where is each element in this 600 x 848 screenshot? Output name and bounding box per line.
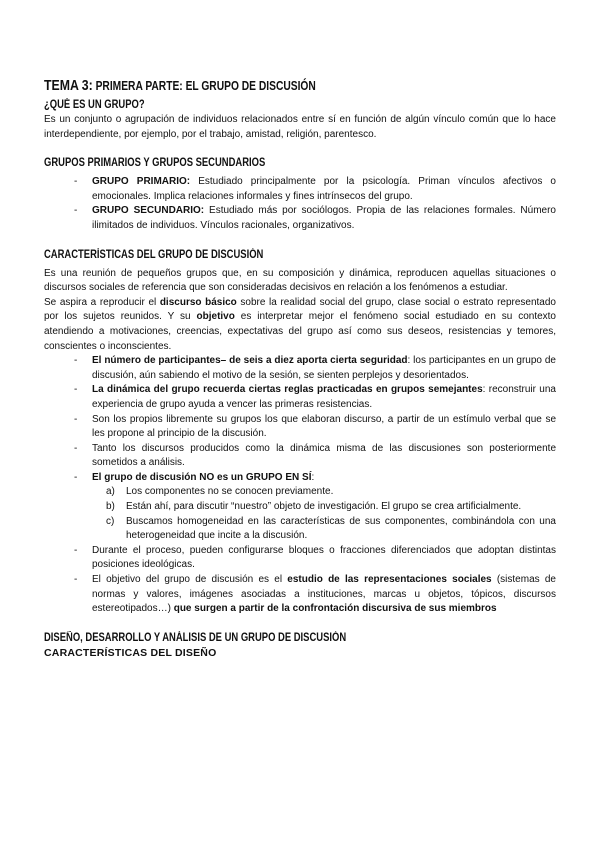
- bullet-propios: - Son los propios libremente su grupos los que elaboran discurso, a partir de un estímulo verbal que se les propone al principio de la discusión.: [44, 413, 556, 442]
- bullet-objetivo-d: que surgen a partir de la confrontación discursiva de sus miembros: [173, 603, 497, 615]
- diseno-subheading: CARACTERÍSTICAS DEL DISEÑO: [44, 646, 217, 659]
- sub-item-b: [92, 500, 556, 515]
- bullet-participantes: [44, 354, 556, 383]
- bullet-objetivo-b: estudio de las representaciones sociales: [287, 574, 492, 586]
- p2-discurso-basico: discurso básico: [159, 296, 237, 308]
- title-tema: TEMA 3: [44, 77, 89, 94]
- que-es-heading: ¿QUÉ ES UN GRUPO?: [44, 99, 145, 111]
- grupos-heading: GRUPOS PRIMARIOS Y GRUPOS SECUNDARIOS: [44, 157, 266, 170]
- bullet-dinamica-text: : reconstruir una experiencia de grupo ayuda a vencer las primeras resistencias.: [92, 384, 556, 410]
- grupo-primario-text: Estudiado principalmente por la psicología. Priman vínculos afectivos o emocionales. Implica relaciones informales y fines intrínsecos del grupo.: [92, 176, 556, 202]
- bullet-no-grupo-colon: :: [311, 471, 315, 483]
- sub-item-a: [92, 485, 556, 500]
- sub-mark-b: b): [106, 501, 115, 513]
- grupo-primario-item: [44, 175, 556, 204]
- grupo-primario-term: GRUPO PRIMARIO:: [92, 176, 191, 188]
- page-title: [44, 78, 464, 94]
- no-grupo-sublist: [92, 485, 556, 543]
- bullet-no-grupo: [44, 471, 556, 544]
- grupo-secundario-text: Estudiado más por sociólogos. Propia de las relaciones formales. Número ilimitados de individuos. Vínculos racionales, organizativos.: [92, 205, 556, 231]
- grupo-secundario-item: [44, 204, 556, 233]
- grupos-list: [44, 175, 556, 233]
- bullet-participantes-bold: El número de participantes– de seis a diez aporta cierta seguridad: [92, 355, 408, 367]
- sub-item-c: [92, 515, 556, 544]
- bullet-bloques: - Durante el proceso, pueden configurarse bloques o fracciones diferenciados que adoptan distintas posiciones ideológicas.: [44, 544, 556, 573]
- sub-text-b: Están ahí, para discutir “nuestro” objeto de investigación. El grupo se crea artificialmente.: [126, 501, 522, 513]
- sub-text-a: Los componentes no se conocen previamente.: [126, 486, 334, 498]
- sub-mark-a: a): [106, 486, 115, 498]
- caracteristicas-heading: CARACTERÍSTICAS DEL GRUPO DE DISCUSIÓN: [44, 248, 264, 261]
- bullet-discursos: - Tanto los discursos producidos como la dinámica misma de las discusiones son posteriormente sometidos a análisis.: [44, 442, 556, 471]
- p2-part-a: Se aspira a reproducir el: [44, 296, 160, 308]
- sub-mark-c: c): [106, 515, 115, 527]
- bullet-objetivo: [44, 573, 556, 617]
- p2-objetivo: objetivo: [196, 311, 235, 323]
- bullet-dinamica-bold: La dinámica del grupo recuerda ciertas reglas practicadas en grupos semejantes: [92, 384, 483, 396]
- caracteristicas-p1: Es una reunión de pequeños grupos que, en su composición y dinámica, reproducen aquellas situaciones o discursos sociales de referencia que son consideradas decisivos en relación a los fenómenos a estudiar.: [44, 267, 556, 294]
- p2-part-e: es interpretar mejor el fenómeno social estudiado en su contexto atendiendo a motivaciones, creencias, expectativas del grupo así como sus deseos, resistencias y temores, conscientes o inconscientes.: [44, 311, 556, 352]
- grupo-secundario-term: GRUPO SECUNDARIO:: [92, 205, 205, 217]
- sub-text-c: Buscamos homogeneidad en las características de sus componentes, combinándola con una heterogeneidad que incite a la discusión.: [126, 515, 556, 542]
- title-rest: PRIMERA PARTE: EL GRUPO DE DISCUSIÓN: [92, 79, 316, 93]
- title-colon: :: [88, 77, 93, 94]
- que-es-text: Es un conjunto o agrupación de individuos relacionados entre sí en función de algún vínculo común que lo hace interdependiente, por ejemplo, por el trabajo, amistad, religión, parentesco.: [44, 114, 556, 140]
- document-page: [44, 78, 556, 661]
- caracteristicas-list: [44, 354, 556, 617]
- bullet-objetivo-a: El objetivo del grupo de discusión es el: [92, 574, 288, 586]
- caracteristicas-p2: [44, 296, 556, 354]
- p2-part-c: sobre la realidad social del grupo, clase social o estrato representado por los sujetos reunidos. Y su: [44, 296, 556, 323]
- diseno-heading: DISEÑO, DESARROLLO Y ANÁLISIS DE UN GRUPO DE DISCUSIÓN: [44, 631, 347, 644]
- bullet-participantes-text: : los participantes en un grupo de discusión, aún sabiendo el motivo de la sesión, se sienten perplejos y desorientados.: [92, 355, 556, 381]
- bullet-objetivo-c: (sistemas de normas y valores, imágenes asociadas a instituciones, marcas u objetos, tópicos, discursos estereotipados…): [92, 574, 556, 615]
- bullet-no-grupo-bold: El grupo de discusión NO es un GRUPO EN SÍ: [92, 471, 312, 483]
- bullet-dinamica: [44, 383, 556, 412]
